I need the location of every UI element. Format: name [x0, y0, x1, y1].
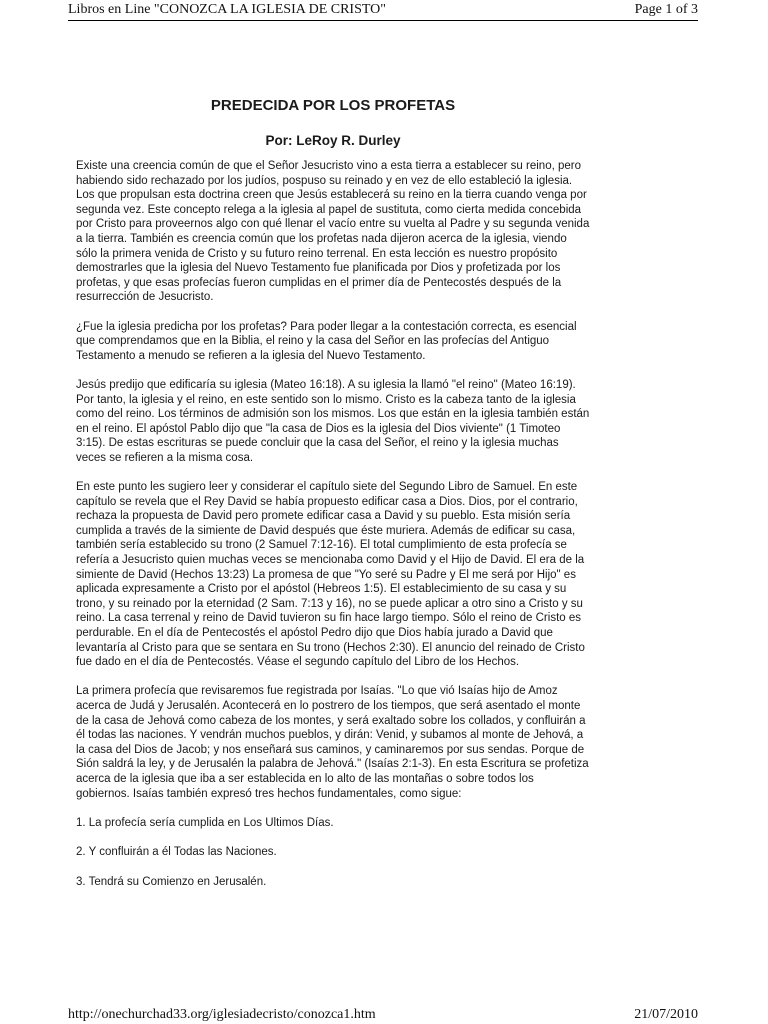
paragraph: Jesús predijo que edificaría su iglesia (Mateo 16:18). A su iglesia la llamó "el reino" (Mateo 16:19). Por tanto, la iglesia y el reino, en este sentido son lo mismo. Cristo es la cabeza tanto de la iglesia como del reino. Los términos de admisión son los mismos. Los que están en la iglesia también están en el reino. El apóstol Pablo dijo que "la casa de Dios es la iglesia del Dios viviente" (1 Timoteo 3:15). De estas escrituras se puede concluir que la casa del Señor, el reino y la iglesia muchas veces se refieren a la misma cosa.	[76, 378, 590, 464]
paragraph: ¿Fue la iglesia predicha por los profetas? Para poder llegar a la contestación correcta, es esencial que comprendamos que en la Biblia, el reino y la casa del Señor en las profecías del Antiguo Testamento a menudo se refieren a la iglesia del Nuevo Testamento.	[76, 320, 577, 362]
paragraph: Existe una creencia común de que el Señor Jesucristo vino a esta tierra a establecer su reino, pero habiendo sido rechazado por los judíos, pospuso su reinado y en vez de ello estableció la iglesia. Los que propulsan esta doctrina creen que Jesús establecerá su reino en la tierra cuando venga por segunda vez. Este concepto relega a la iglesia al papel de sustituta, como cierta medida concebida por Cristo para proveernos algo con qué llenar el vacío entre su vuelta al Padre y su segunda venida a la tierra. También es creencia común que los profetas nada dijeron acerca de la iglesia, viendo sólo la primera venida de Cristo y su futuro reino terrenal. En esta lección es nuestro propósito demostrarles que la iglesia del Nuevo Testamento fue planificada por Dios y profetizada por los profetas, y que esas profecías fueron cumplidas en el primer día de Pentecostés después de la resurrección de Jesucristo.	[76, 160, 590, 304]
list-item: 1. La profecía sería cumplida en Los Ultimos Días.	[76, 816, 334, 829]
paragraph: En este punto les sugiero leer y considerar el capítulo siete del Segundo Libro de Samuel. En este capítulo se revela que el Rey David se había propuesto edificar casa a Dios. Dios, por el contrario, rechaza la propuesta de David pero promete edificar casa a David y su pueblo. Esta misión sería cumplida a través de la simiente de David después que éste muriera. Además de edificar su casa, también sería establecido su trono (2 Samuel 7:12-16). El total cumplimiento de esta profecía se refería a Jesucristo quien muchas veces se mencionaba como David y el Hijo de David. El era de la simiente de David (Hechos 13:23) La promesa de que "Yo seré su Padre y El me será por Hijo" es aplicada expresamente a Cristo por el apóstol (Hebreos 1:5). El establecimiento de su casa y su trono, y su reinado por la eternidad (2 Sam. 7:13 y 16), no se puede aplicar a otro sino a Cristo y su reino. La casa terrenal y reino de David tuvieron su fin hace largo tiempo. Sólo el reino de Cristo es perdurable. En el día de Pentecostés el apóstol Pedro dijo que Dios había jurado a David que levantaría al Cristo para que se sentara en Su trono (Hechos 2:30). El anuncio del reinado de Cristo fue dado en el día de Pentecostés. Véase el segundo capítulo del Libro de los Hechos.	[76, 481, 585, 669]
footer-date: 21/07/2010	[634, 1007, 698, 1022]
document-title: PREDECIDA POR LOS PROFETAS	[210, 97, 456, 114]
page-header	[68, 0, 698, 21]
document-body	[76, 96, 590, 905]
paragraph: La primera profecía que revisaremos fue registrada por Isaías. "Lo que vió Isaías hijo de Amoz acerca de Judá y Jerusalén. Acontecerá en lo postrero de los tiempos, que será asentado el monte de la casa de Jehová como cabeza de los montes, y será exaltado sobre los collados, y confluirán a él todas las naciones. Y vendrán muchos pueblos, y dirán: Venid, y subamos al monte de Jehová, a la casa del Dios de Jacob; y nos enseñará sus caminos, y caminaremos por sus sendas. Porque de Sión saldrá la ley, y de Jerusalén la palabra de Jehová." (Isaías 2:1-3). En esta Escritura se profetiza acerca de la iglesia que iba a ser establecida en lo alto de las montañas o sobre todos los gobiernos. Isaías también expresó tres hechos fundamentales, como sigue:	[76, 685, 589, 800]
header-title: Libros en Line "CONOZCA LA IGLESIA DE CRISTO"	[68, 2, 386, 17]
page-footer	[68, 1007, 698, 1024]
list-item: 3. Tendrá su Comienzo en Jerusalén.	[76, 875, 267, 888]
footer-url: http://onechurchad33.org/iglesiadecristo/conozca1.htm	[68, 1007, 376, 1022]
page-number: Page 1 of 3	[634, 2, 698, 17]
document-author: Por: LeRoy R. Durley	[265, 133, 401, 148]
list-item: 2. Y confluirán a él Todas las Naciones.	[76, 846, 277, 859]
